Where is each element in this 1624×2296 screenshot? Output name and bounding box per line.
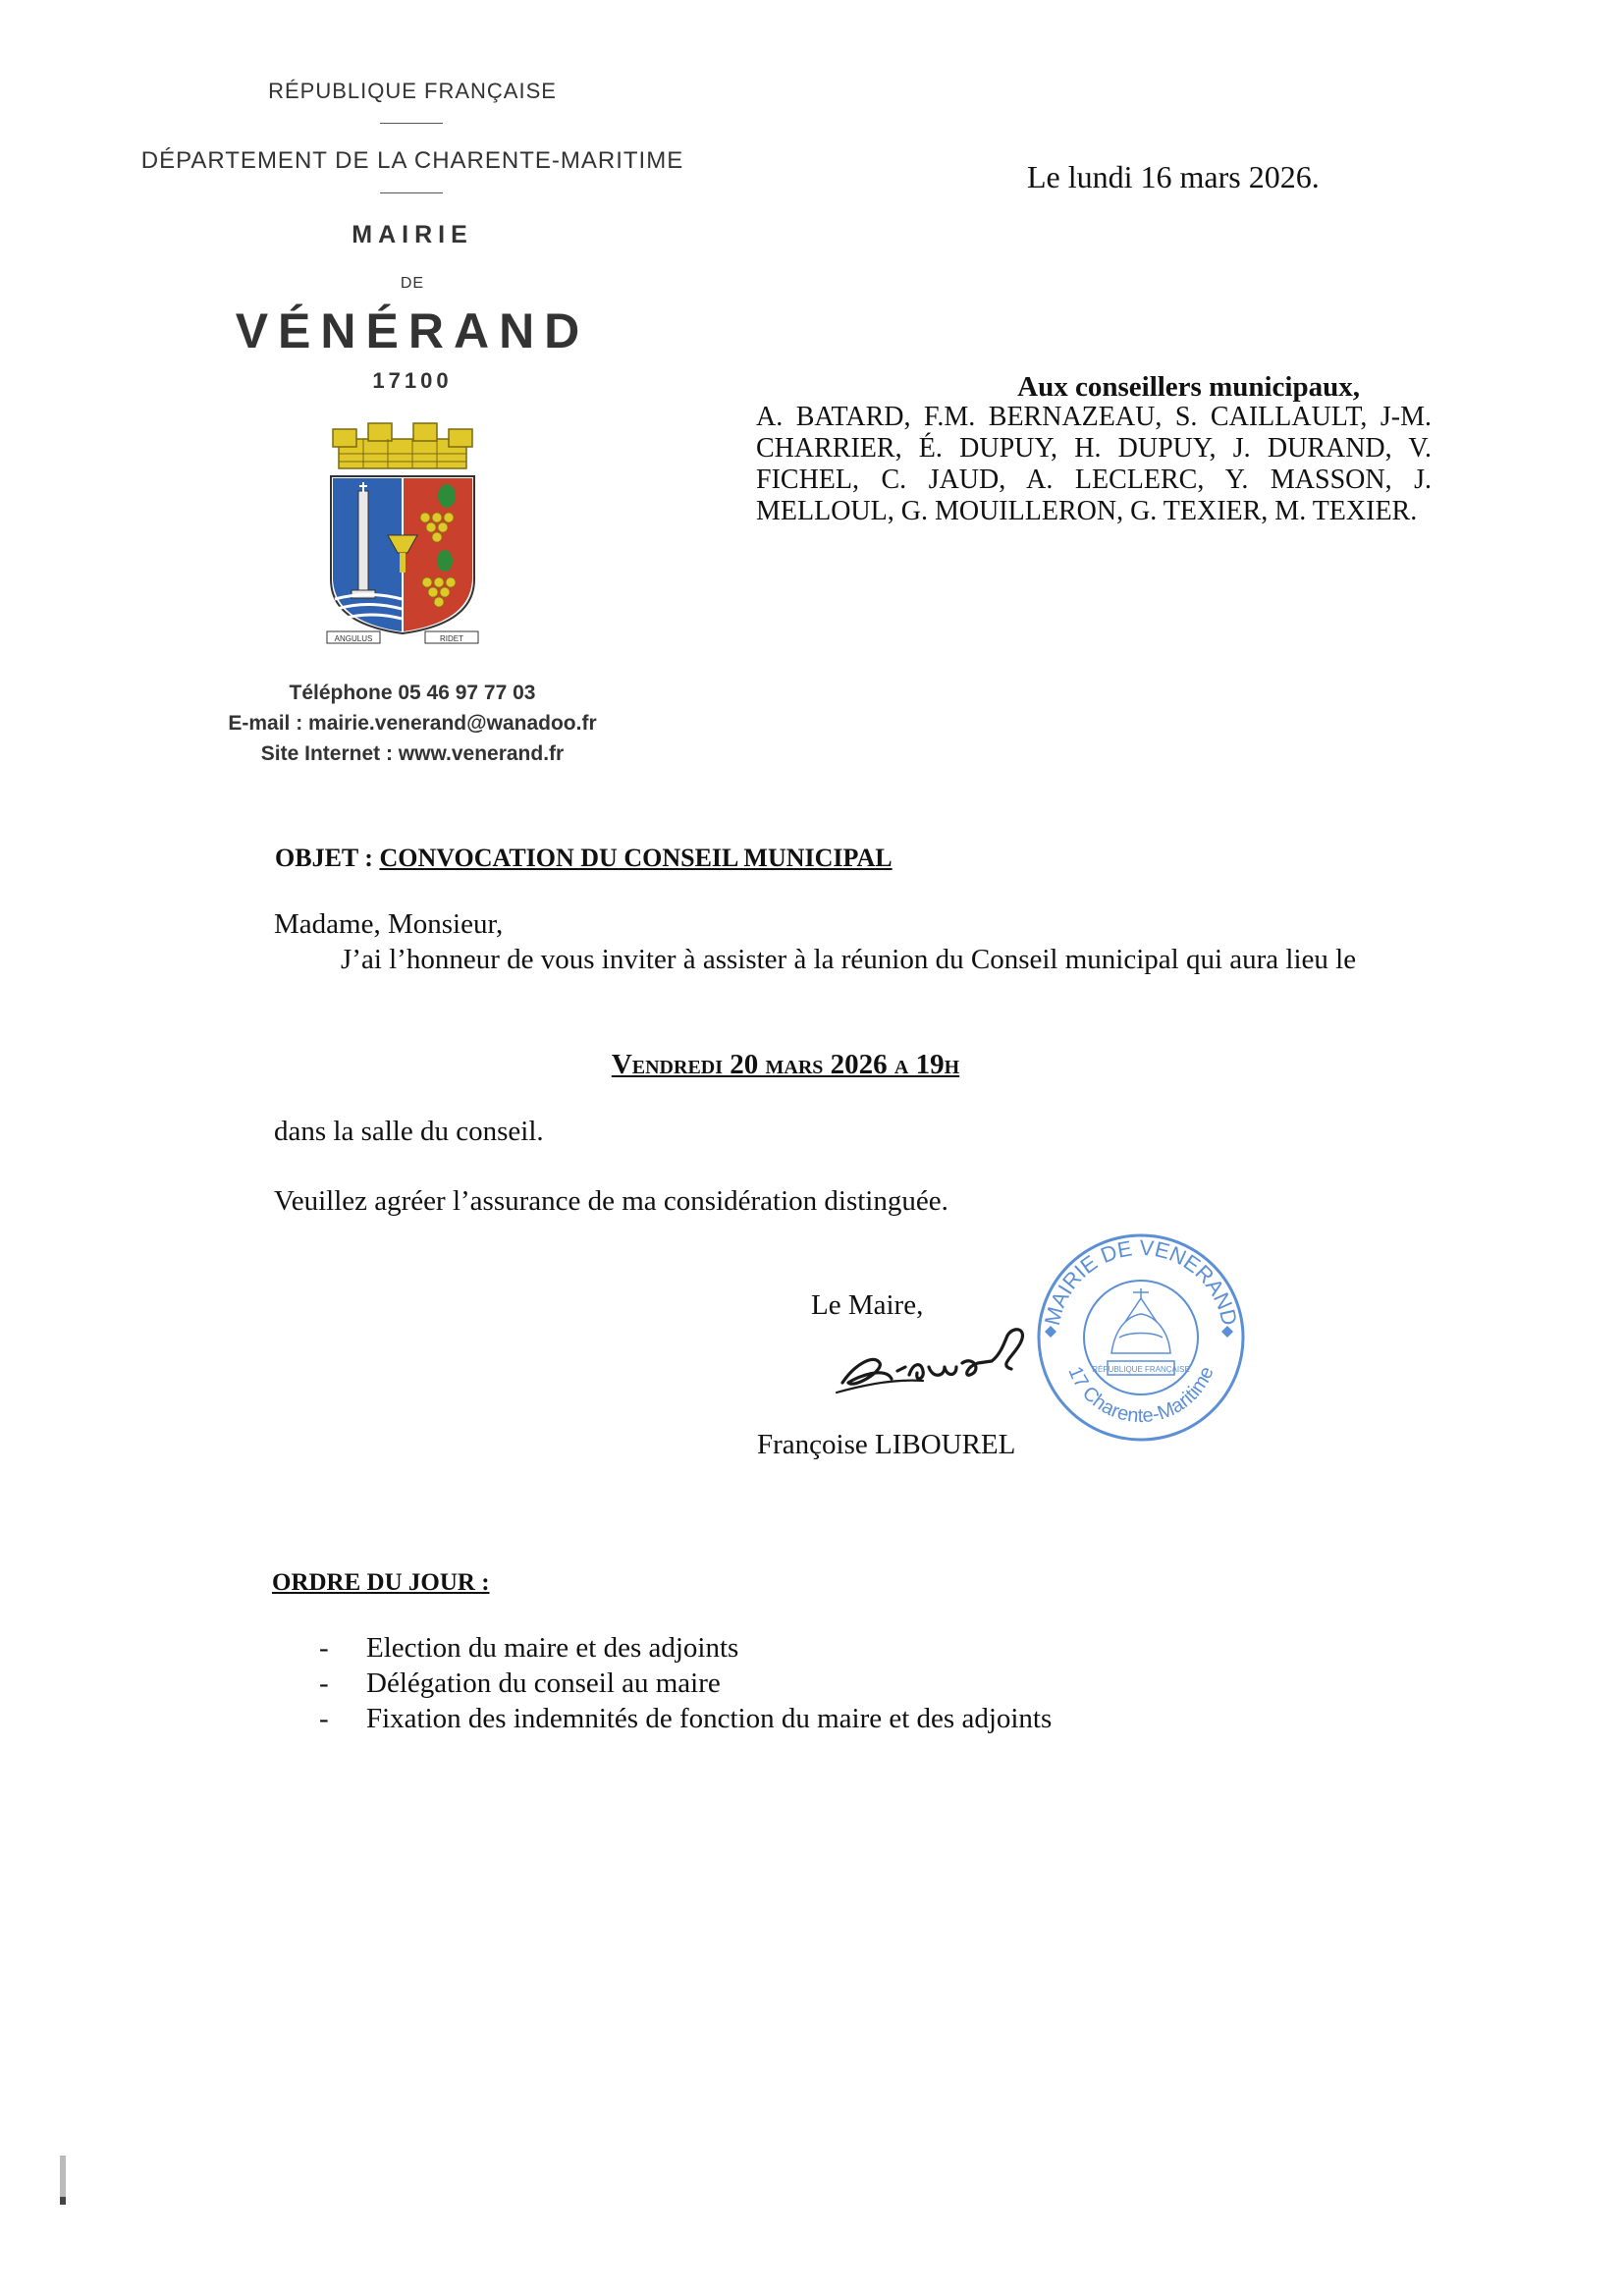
website: Site Internet : www.venerand.fr [260, 742, 565, 765]
agenda-item [319, 1701, 1052, 1736]
recipients-list: A. BATARD, F.M. BERNAZEAU, S. CAILLAULT, J-M. CHARRIER, É. DUPUY, H. DUPUY, J. DURAND, V. FICHEL, C. JAUD, A. LECLERC, Y. MASSON, J. MELLOUL, G. MOUILLERON, G. TEXIER, M. TEXIER. [756, 402, 1432, 526]
email: E-mail : mairie.venerand@wanadoo.fr [228, 712, 597, 735]
recipients-title: Aux conseillers municipaux, [1017, 371, 1360, 403]
agenda-item [319, 1630, 1052, 1666]
signer-name: Françoise LIBOUREL [757, 1429, 1016, 1460]
closing-formula: Veuillez agréer l’assurance de ma considération distinguée. [274, 1185, 948, 1217]
print-mark-icon [57, 2156, 69, 2205]
agenda-item-text: Election du maire et des adjoints [366, 1632, 739, 1664]
mural-crown-icon [333, 423, 472, 468]
de-label: DE [400, 275, 425, 292]
telephone: Téléphone 05 46 97 77 03 [289, 682, 536, 704]
coat-of-arms-icon [319, 417, 486, 658]
divider [380, 123, 443, 124]
postcode: 17100 [372, 368, 453, 393]
agenda-bullet: - [319, 1667, 329, 1699]
subject-line [275, 844, 893, 873]
agenda-item [319, 1666, 1052, 1701]
subject-text: CONVOCATION DU CONSEIL MUNICIPAL [379, 844, 893, 872]
commune-name: VÉNÉRAND [235, 303, 590, 358]
crest-motto-left: ANGULUS [334, 634, 373, 643]
meeting-date: Vendredi 20 mars 2026 a 19h [611, 1049, 960, 1080]
mairie-label: MAIRIE [352, 221, 473, 248]
agenda-item-text: Délégation du conseil au maire [366, 1667, 721, 1699]
subject-label: OBJET : [275, 844, 380, 872]
letter-date: Le lundi 16 mars 2026. [1027, 159, 1320, 194]
salutation: Madame, Monsieur, [274, 908, 504, 940]
departement-label: DÉPARTEMENT DE LA CHARENTE-MARITIME [140, 147, 684, 174]
agenda-title: ORDRE DU JOUR : [272, 1569, 490, 1596]
agenda-item-text: Fixation des indemnités de fonction du maire et des adjoints [366, 1703, 1053, 1734]
republique-label: RÉPUBLIQUE FRANÇAISE [268, 79, 557, 103]
signer-role: Le Maire, [811, 1289, 924, 1321]
stamp-banner: RÉPUBLIQUE FRANÇAISE [1092, 1365, 1190, 1374]
agenda-list [319, 1630, 1052, 1736]
stamp-top-text: MAIRIE DE VENERAND [1039, 1234, 1243, 1328]
stamp-bottom-text: 17 Charente-Maritime [1063, 1363, 1218, 1428]
agenda-bullet: - [319, 1703, 329, 1734]
agenda-bullet: - [319, 1632, 329, 1664]
crest-motto-right: RIDET [440, 634, 463, 643]
divider [380, 192, 443, 193]
official-stamp-icon [1031, 1228, 1252, 1449]
invitation-text: J’ai l’honneur de vous inviter à assister à la réunion du Conseil municipal qui aura lieu le [341, 944, 1357, 975]
meeting-location: dans la salle du conseil. [274, 1116, 544, 1147]
